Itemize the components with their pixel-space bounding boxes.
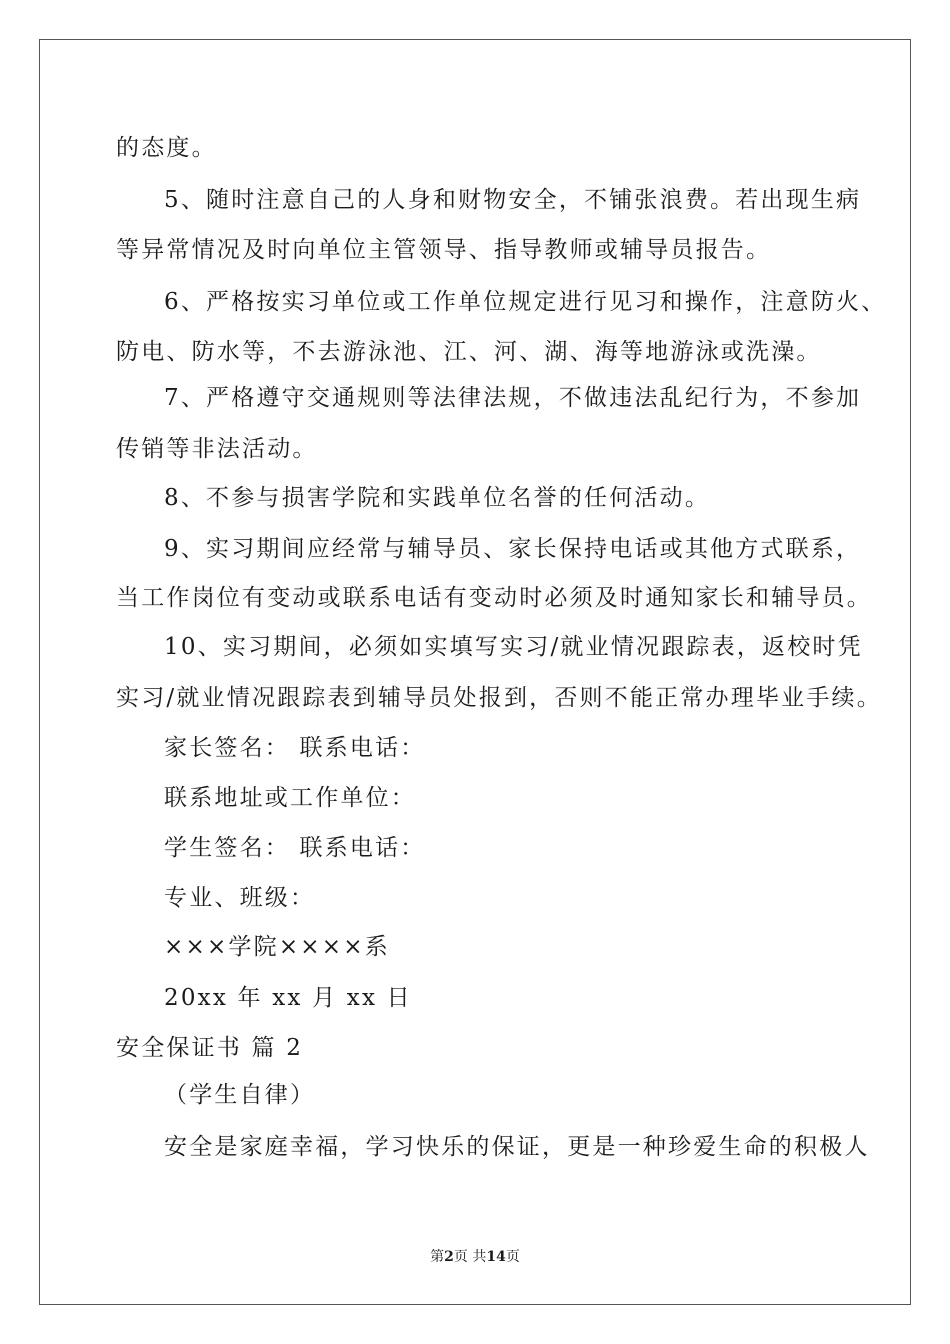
text-line: 的态度。 [116,135,217,161]
text-line: （学生自律） [164,1082,316,1108]
text-line: 8、不参与损害学院和实践单位名誉的任何活动。 [164,485,711,511]
text-line: 安全是家庭幸福，学习快乐的保证，更是一种珍爱生命的积极人 [164,1134,870,1160]
text-line: 10、实习期间，必须如实填写实习/就业情况跟踪表，返校时凭 [164,634,863,660]
page-frame [39,39,911,1305]
text-line: ×××学院××××系 [164,934,390,960]
text-line: 传销等非法活动。 [116,436,318,462]
current-page-number: 2 [444,1249,454,1265]
text-line: 实习/就业情况跟踪表到辅导员处报到，否则不能正常办理毕业手续。 [116,685,882,711]
total-page-count: 14 [486,1249,506,1265]
section-heading: 安全保证书 篇 2 [116,1035,304,1061]
text-line: 联系地址或工作单位： [164,785,416,811]
text-line: 等异常情况及时向单位主管领导、指导教师或辅导员报告。 [116,237,772,263]
text-line: 6、严格按实习单位或工作单位规定进行见习和操作，注意防火、 [164,289,887,315]
text-line: 20xx 年 xx 月 xx 日 [164,985,412,1011]
text-line: 学生签名： 联系电话： [164,835,426,861]
footer-suffix: 页 [505,1249,520,1265]
text-line: 9、实习期间应经常与辅导员、家长保持电话或其他方式联系， [164,536,862,562]
page-footer [0,1248,950,1266]
text-line: 防电、防水等，不去游泳池、江、河、湖、海等地游泳或洗澡。 [116,339,822,365]
text-line: 当工作岗位有变动或联系电话有变动时必须及时通知家长和辅导员。 [116,585,872,611]
text-line: 7、严格遵守交通规则等法律法规，不做违法乱纪行为，不参加 [164,385,862,411]
text-line: 5、随时注意自己的人身和财物安全，不铺张浪费。若出现生病 [164,187,862,213]
footer-prefix: 第 [430,1249,445,1265]
text-line: 家长签名： 联系电话： [164,735,426,761]
text-line: 专业、班级： [164,885,316,911]
footer-mid: 页 共 [453,1249,487,1265]
